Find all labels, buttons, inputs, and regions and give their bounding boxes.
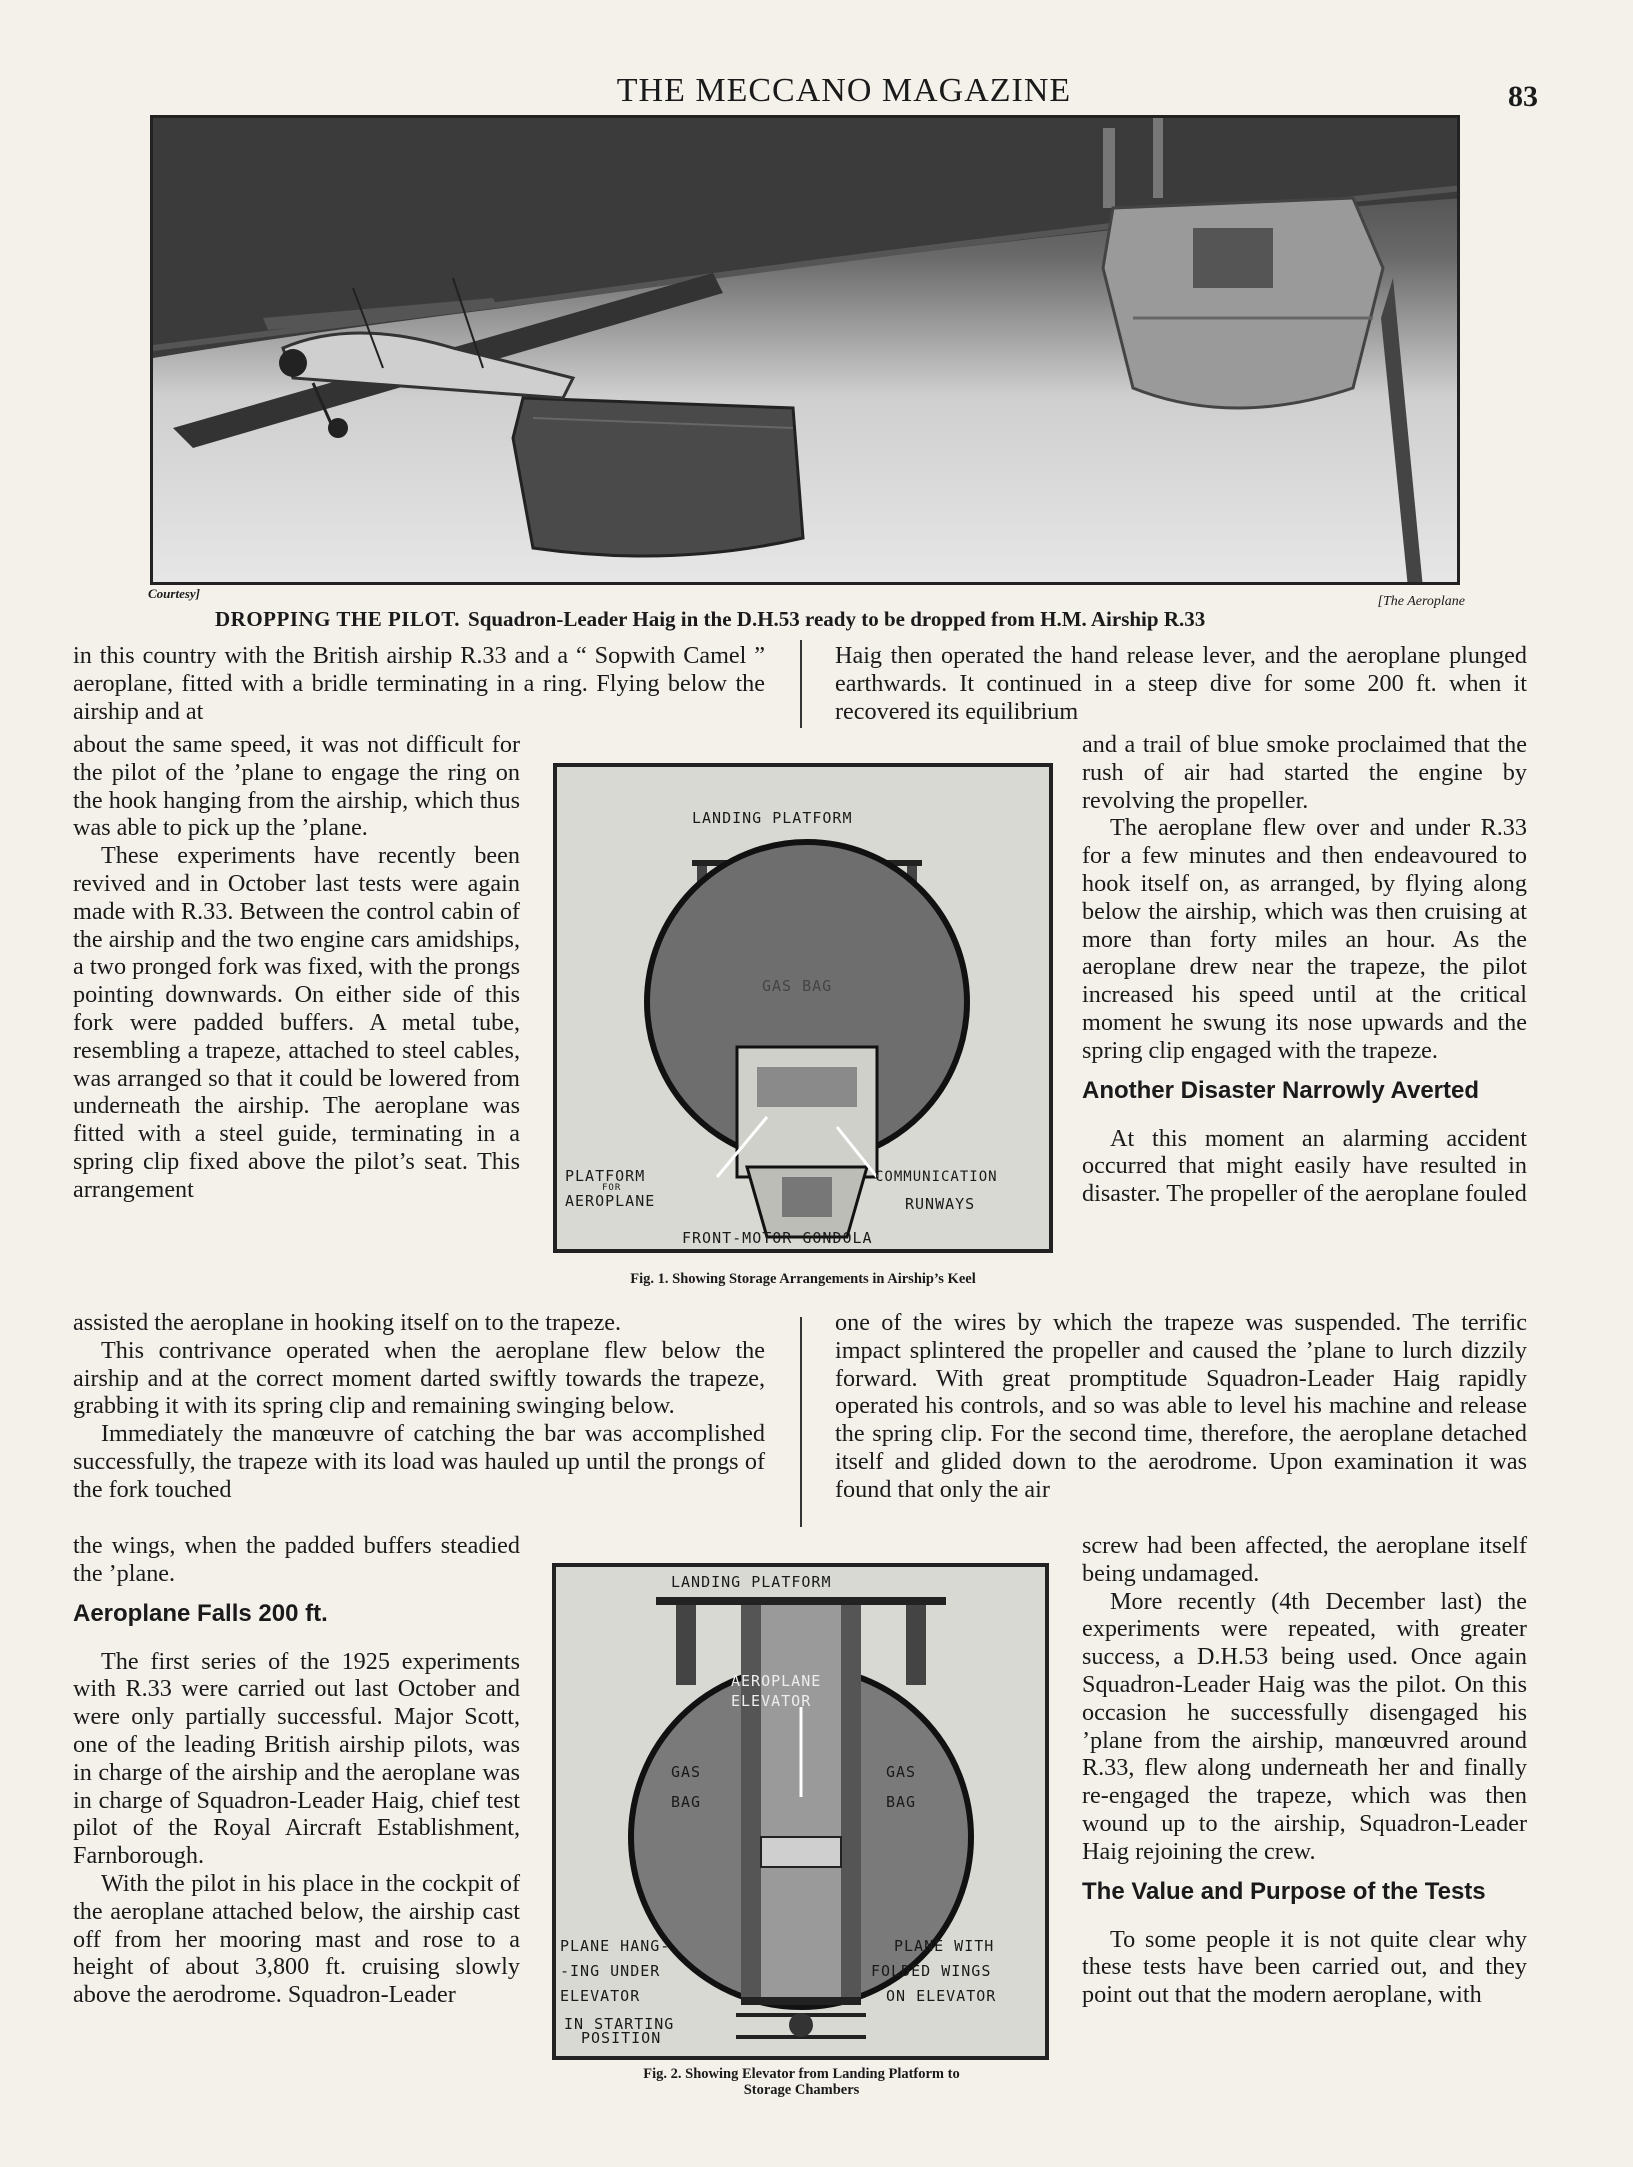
fig2-label-folded-2: FOLDED WINGS bbox=[871, 1962, 992, 1980]
fig2-label-folded-1: PLANE WITH bbox=[894, 1937, 995, 1955]
photo-credit-right: [The Aeroplane bbox=[1377, 594, 1465, 609]
paragraph: The first series of the 1925 experiments with R.33 were carried out last October and were only partially successful. Major Scott, one of the leading British airship pilots, was in charge of the airship and the aeroplane was in charge of Squadron-Leader Haig, chief test pilot of the Royal Aircraft Establishment, Farnborough. bbox=[73, 1647, 520, 1870]
page-header bbox=[150, 70, 1538, 120]
figure-2 bbox=[552, 1563, 1049, 2060]
paragraph: These experiments have recently been revived and in October last tests were again made with R.33. Between the control cabin of the airship and the two engine cars amidships, a two pronged fork was fixed, with the prongs pointing downwards. On either side of this fork were padded buffers. A metal tube, resembling a trapeze, attached to steel cables, was arranged so that it could be lowered from underneath the airship. The aeroplane was fitted with a steel guide, terminating in a spring clip fixed above the pilot’s seat. This arrangement bbox=[73, 842, 520, 1203]
figure-1-caption: Fig. 1. Showing Storage Arrangements in Airship’s Keel bbox=[630, 1271, 976, 1287]
paragraph: and a trail of blue smoke proclaimed that the rush of air had started the engine by revolving the propeller. bbox=[1082, 731, 1527, 814]
fig2-label-starting-2: POSITION bbox=[581, 2029, 662, 2047]
fig1-label-platform: PLATFORM bbox=[565, 1167, 646, 1185]
heading-falls: Aeroplane Falls 200 ft. bbox=[73, 1599, 328, 1627]
paragraph: With the pilot in his place in the cockpit of the aeroplane attached below, the airship cast off from her mooring mast and rose to a height of about 3,800 ft. cruising slowly above the aerodrome. Squadron-Leader bbox=[73, 1869, 520, 2009]
magazine-title: THE MECCANO MAGAZINE bbox=[616, 72, 1072, 109]
fig1-label-gas-bag: GAS BAG bbox=[762, 977, 833, 995]
column-divider-middle bbox=[800, 1317, 802, 1527]
paragraph: The aeroplane flew over and under R.33 for a few minutes and then endeavoured to hook itself on, as arranged, by flying along below the airship, which was then cruising at more than forty miles an hour. As the aeroplane drew near the trapeze, the pilot increased his speed until at the critical moment he swung its nose upwards and the spring clip engaged with the trapeze. bbox=[1082, 814, 1527, 1064]
paragraph: At this moment an alarming accident occurred that might easily have resulted in disaster. The propeller of the aeroplane fouled bbox=[1082, 1124, 1527, 1208]
paragraph: Immediately the manœuvre of catching the bar was accomplished successfully, the trapeze with its load was hauled up until the prongs of the fork touched bbox=[73, 1420, 765, 1503]
fig2-label-plane-hanging-1: PLANE HANG- bbox=[560, 1937, 671, 1955]
fig1-label-communication: COMMUNICATION bbox=[875, 1169, 998, 1185]
fig1-label-front-motor: FRONT-MOTOR GONDOLA bbox=[682, 1229, 873, 1247]
fig2-label-landing-platform: LANDING PLATFORM bbox=[671, 1573, 832, 1591]
paragraph: one of the wires by which the trapeze was suspended. The terrific impact splintered the propeller and caused the ’plane to lurch dizzily forward. With great promptitude Squadron-Leader Haig rapidly operated his controls, and so was able to level his machine and release the spring clip. For the second time, therefore, the aeroplane detached itself and glided down to the aerodrome. Upon examination it was found that only the air bbox=[835, 1309, 1527, 1503]
paragraph: Haig then operated the hand release lever, and the aeroplane plunged earthwards. It continued in a steep dive for some 200 ft. when it recovered its equilibrium bbox=[835, 642, 1527, 725]
figure-2-caption-line1: Fig. 2. Showing Elevator from Landing Platform to bbox=[643, 2066, 960, 2082]
fig2-label-plane-hanging-2: -ING UNDER bbox=[560, 1962, 661, 1980]
left-column-mid bbox=[73, 731, 520, 1204]
fig2-label-gas-left: GAS bbox=[671, 1763, 702, 1781]
photo-credit-left: Courtesy] bbox=[148, 586, 200, 601]
photo-caption-text: Squadron-Leader Haig in the D.H.53 ready to be dropped from H.M. Airship R.33 bbox=[468, 607, 1206, 631]
photograph-airship bbox=[150, 115, 1460, 585]
fig2-label-starting-1: IN STARTING bbox=[564, 2015, 675, 2033]
paragraph: assisted the aeroplane in hooking itself on to the trapeze. bbox=[73, 1309, 622, 1336]
photo-caption bbox=[215, 607, 1205, 632]
fig2-label-aeroplane: AEROPLANE bbox=[731, 1672, 822, 1690]
column-divider-top bbox=[800, 640, 802, 728]
control-car-image bbox=[513, 398, 803, 556]
paragraph: More recently (4th December last) the experiments were repeated, with greater success, a D.H.53 being used. Once again Squadron-Leader Haig was the pilot. On this occasion he successfully disengaged his ’plane from the airship, manœuvred around R.33, flew along underneath her and finally re-engaged the trapeze, which was then wound up to the airship, Squadron-Leader Haig rejoining the crew. bbox=[1082, 1587, 1527, 1865]
fig2-label-bag-left: BAG bbox=[671, 1793, 702, 1811]
photo-caption-lead: DROPPING THE PILOT. bbox=[215, 607, 461, 631]
fig2-label-gas-right: GAS bbox=[886, 1763, 917, 1781]
fig2-label-folded-3: ON ELEVATOR bbox=[886, 1987, 997, 2005]
fig1-label-aeroplane: AEROPLANE bbox=[565, 1192, 656, 1210]
figure-2-caption bbox=[553, 2066, 1050, 2098]
fig2-label-plane-hanging-3: ELEVATOR bbox=[560, 1987, 641, 2005]
left-column-top bbox=[73, 642, 765, 725]
paragraph: in this country with the British airship R.33 and a “ Sopwith Camel ” aeroplane, fitted with a bridle terminating in a ring. Flying below the airship and at bbox=[73, 642, 765, 725]
fig2-label-bag-right: BAG bbox=[886, 1793, 917, 1811]
left-column-bottom bbox=[73, 1532, 520, 2009]
page-number: 83 bbox=[1508, 80, 1538, 113]
paragraph: screw had been affected, the aeroplane itself being undamaged. bbox=[1082, 1532, 1527, 1587]
fig1-label-landing-platform: LANDING PLATFORM bbox=[692, 809, 853, 827]
fig1-label-runways: RUNWAYS bbox=[905, 1195, 976, 1213]
figure-1 bbox=[553, 763, 1053, 1253]
fig2-label-elevator: ELEVATOR bbox=[731, 1692, 812, 1710]
right-column-mid bbox=[1082, 731, 1527, 1208]
left-column-lower bbox=[73, 1309, 765, 1504]
paragraph: To some people it is not quite clear why these tests have been carried out, and they point out that the modern aeroplane, with bbox=[1082, 1925, 1527, 2009]
paragraph: the wings, when the padded buffers steadied the ’plane. bbox=[73, 1532, 520, 1587]
right-column-lower bbox=[835, 1309, 1527, 1504]
right-column-bottom bbox=[1082, 1532, 1527, 2009]
heading-disaster: Another Disaster Narrowly Averted bbox=[1082, 1076, 1480, 1104]
right-column-top bbox=[835, 642, 1527, 725]
heading-value: The Value and Purpose of the Tests bbox=[1082, 1877, 1486, 1905]
paragraph: about the same speed, it was not difficult for the pilot of the ’plane to engage the ring on the hook hanging from the airship, which thus was able to pick up the ’plane. bbox=[73, 731, 520, 842]
fig1-label-for: FOR bbox=[602, 1183, 622, 1193]
figure-2-caption-line2: Storage Chambers bbox=[743, 2082, 860, 2098]
paragraph: This contrivance operated when the aeroplane flew below the airship and at the correct moment darted swiftly towards the trapeze, grabbing it with its spring clip and remaining swinging below. bbox=[73, 1336, 765, 1420]
